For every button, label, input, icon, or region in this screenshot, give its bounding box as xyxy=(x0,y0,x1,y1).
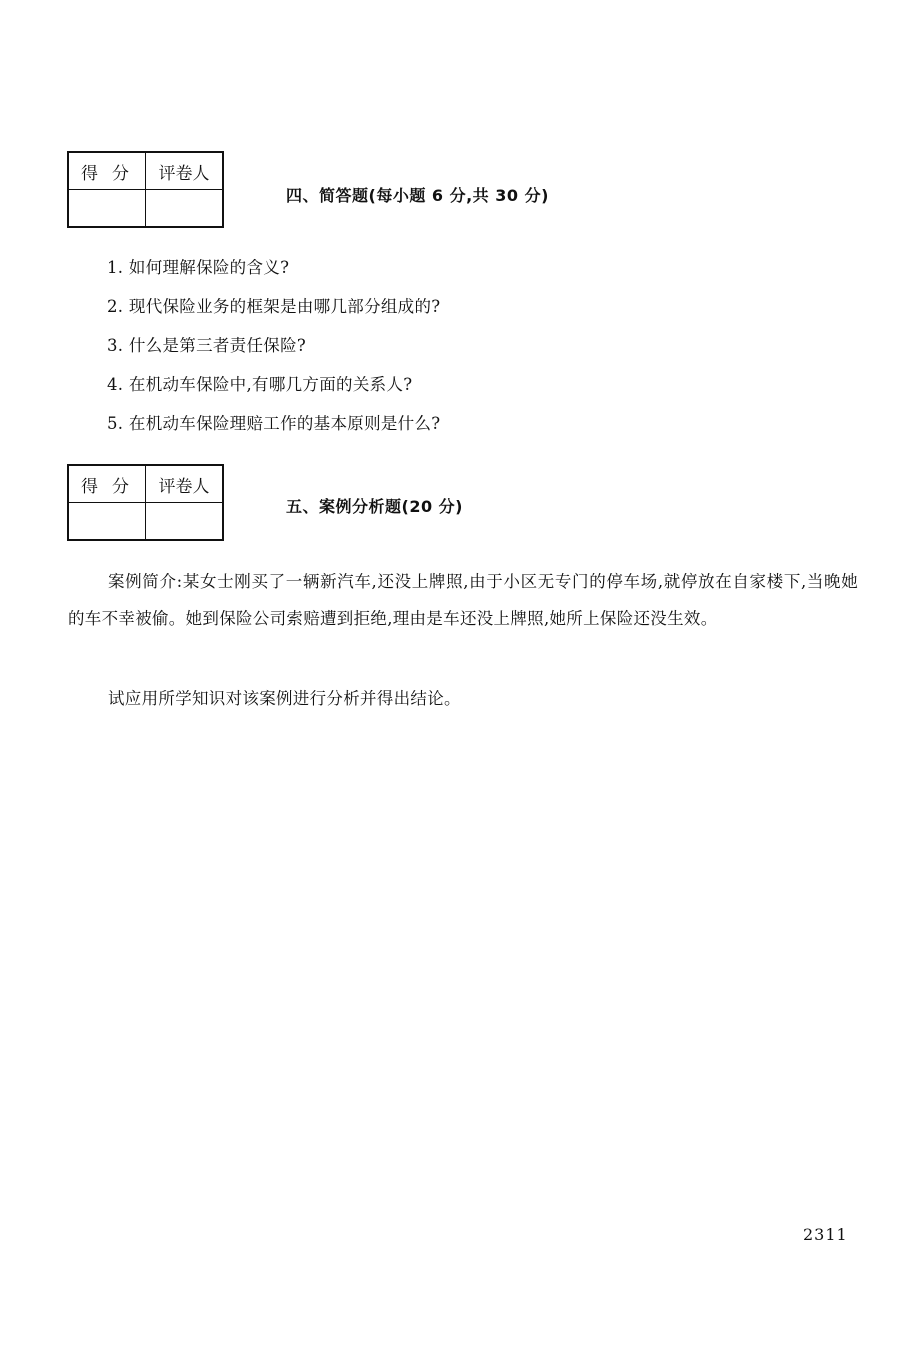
grader-cell[interactable] xyxy=(146,503,223,540)
case-description: 案例简介:某女士刚买了一辆新汽车,还没上牌照,由于小区无专门的停车场,就停放在自家楼下,当晚她的车不幸被偷。她到保险公司索赔遭到拒绝,理由是车还没上牌照,她所上保险还没生效。 xyxy=(68,572,858,628)
section5-title: 五、案例分析题(20 分) xyxy=(286,497,463,516)
score-table xyxy=(69,466,222,539)
grader-label: 评卷人 xyxy=(146,153,223,190)
grader-cell[interactable] xyxy=(146,190,223,227)
score-box-section5 xyxy=(67,464,224,541)
question-item: 1. 如何理解保险的含义? xyxy=(107,258,290,277)
score-box-section4 xyxy=(67,151,224,228)
score-cell[interactable] xyxy=(69,503,146,540)
case-instruction: 试应用所学知识对该案例进行分析并得出结论。 xyxy=(108,689,461,708)
question-item: 4. 在机动车保险中,有哪几方面的关系人? xyxy=(107,375,413,394)
question-item: 2. 现代保险业务的框架是由哪几部分组成的? xyxy=(107,297,441,316)
section4-title: 四、简答题(每小题 6 分,共 30 分) xyxy=(286,186,549,205)
grader-label: 评卷人 xyxy=(146,466,223,503)
page-number: 2311 xyxy=(803,1225,848,1244)
question-item: 3. 什么是第三者责任保险? xyxy=(107,336,307,355)
score-label: 得分 xyxy=(69,153,146,190)
score-label: 得分 xyxy=(69,466,146,503)
score-cell[interactable] xyxy=(69,190,146,227)
score-table xyxy=(69,153,222,226)
question-item: 5. 在机动车保险理赔工作的基本原则是什么? xyxy=(107,414,441,433)
question-list xyxy=(107,258,440,453)
